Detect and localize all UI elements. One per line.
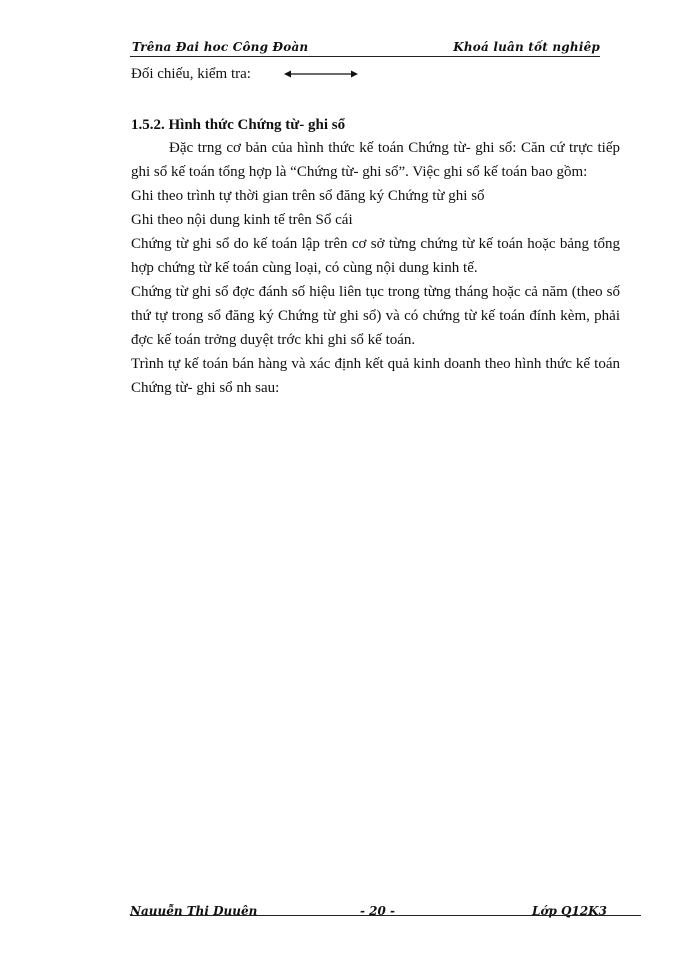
paragraph: Đặc trng cơ bản của hình thức kế toán Chứng từ- ghi sổ: Căn cứ trực tiếp ghi sổ kế toán tổng hợp là “Chứng từ- ghi sổ”. Việc ghi sổ kế toán bao gồm:	[131, 140, 620, 180]
footer-rule	[130, 915, 641, 916]
footer-class: Lớp Q12K3	[532, 904, 607, 918]
section-body	[131, 136, 620, 400]
footer-author: Nauuễn Thi Duuên	[130, 904, 258, 918]
paragraph: Ghi theo trình tự thời gian trên sổ đăng ký Chứng từ ghi sổ	[131, 188, 485, 204]
header-school: Trêna Đai hoc Công Đoàn	[132, 40, 309, 54]
paragraph: Ghi theo nội dung kinh tế trên Sổ cái	[131, 212, 353, 228]
footer-page-number: - 20 -	[360, 904, 396, 918]
section-heading: 1.5.2. Hình thức Chứng từ- ghi sổ	[131, 117, 346, 133]
paragraph: Chứng từ ghi sổ do kế toán lập trên cơ sở từng chứng từ kế toán hoặc bảng tổng hợp chứng từ kế toán cùng loại, có cùng nội dung kinh tế.	[131, 236, 620, 276]
paragraph: Chứng từ ghi sổ đợc đánh số hiệu liên tục trong từng tháng hoặc cả năm (theo số thứ tự trong sổ đăng ký Chứng từ ghi sổ) và có chứng từ kế toán đính kèm, phải đợc kế toán trởng duyệt trớc khi ghi sổ kế toán.	[131, 284, 620, 348]
double-arrow-icon	[284, 69, 358, 79]
header-rule	[130, 56, 600, 57]
header-thesis-title: Khoá luân tốt nghiêp	[453, 40, 600, 54]
compare-label: Đối chiếu, kiểm tra:	[131, 66, 251, 82]
page-footer	[130, 904, 640, 922]
paragraph: Trình tự kế toán bán hàng và xác định kết quả kinh doanh theo hình thức kế toán Chứng từ- ghi sổ nh sau:	[131, 356, 620, 396]
